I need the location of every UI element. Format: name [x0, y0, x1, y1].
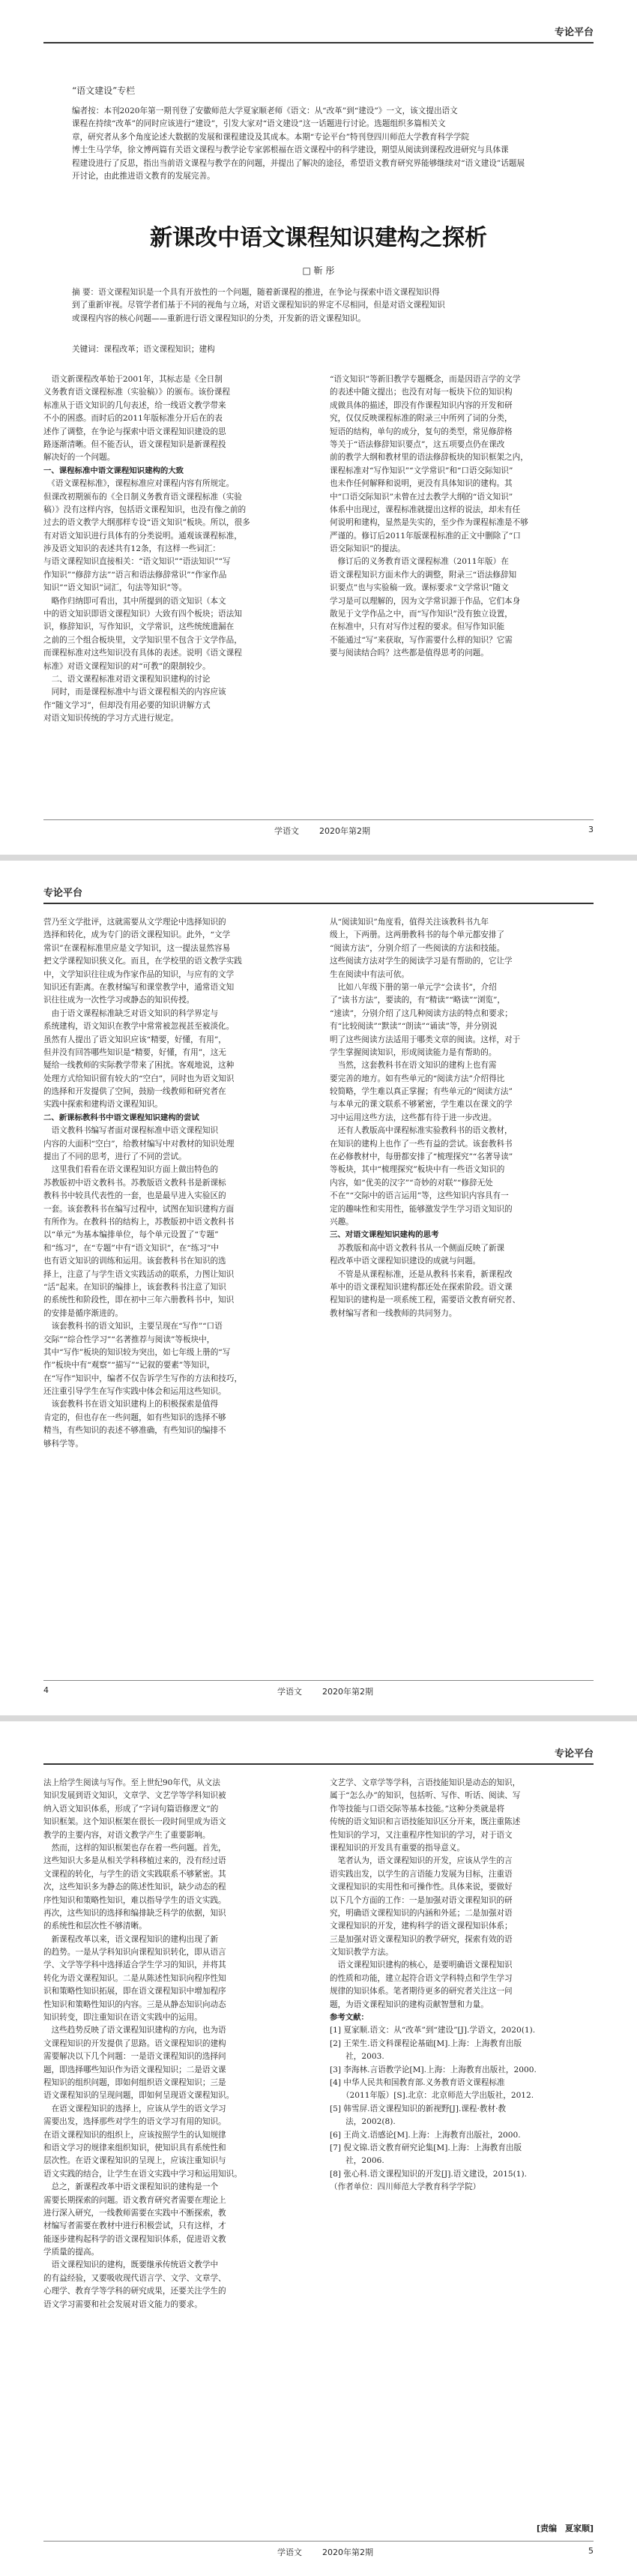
text-line: 这些知识大多是从相关学科移植过来的，没有经过语	[43, 1856, 226, 1866]
editor-note	[72, 105, 564, 183]
text-line: 作等技能与口语交际等基本技能。”这种分类就是将	[330, 1804, 505, 1814]
text-line: 该套教科书的语文知识，主要呈现在“写作”“口语	[43, 1322, 223, 1331]
footer-journal: 学语文	[274, 826, 299, 836]
text-line: （2011年版）[S].北京：北京师范大学出版社，2012.	[330, 2091, 534, 2101]
text-line: 属于“怎么办”的知识，包括听、写作、听话、阅读、写	[330, 1791, 521, 1801]
text-line: 略作归纳即可看出，其中所提到的语文知识（本文	[43, 596, 226, 606]
text-line: 作”板块中有“观察”“描写”“记叙的要素”等知识，	[43, 1361, 215, 1370]
text-line: 《语文课程标准》，课程标准应对课程内容有所规定。	[43, 479, 235, 489]
text-line: 实践中探索和建构语文课程知识。	[43, 1100, 163, 1110]
text-line: [2] 王荣生.语文科课程论基础[M].上海：上海教育出版	[330, 2038, 522, 2048]
text-line: 中，文学知识往往成为作家作品的知识，与应有的文学	[43, 969, 235, 979]
text-line: 散见于文学作品之中，而“写作知识”没有独立设置，	[330, 610, 513, 619]
text-line: 知识转变，即注重知识在语文实践中的运用。	[43, 2013, 202, 2023]
text-line: 处理方式给知识留有较大的“空白”，同时也为语文知识	[43, 1074, 235, 1083]
text-line: 知识发展到语文知识，文章学、文艺学等学科知识被	[43, 1791, 226, 1801]
text-line: 够科学等。	[43, 1439, 83, 1448]
text-line: 述作了调整，在争论与探索中语文课程知识建设的思	[43, 427, 226, 436]
text-line: 纳入语文知识体系，形成了“字词句篇语修逻文”的	[43, 1804, 219, 1814]
text-line: 规律的知识体系。笔者期待更多的研究者关注这一问	[330, 1987, 513, 1996]
text-line: 语文课程知识的建构，既要继承传统语文教学中	[43, 2260, 219, 2270]
text-line: 有所作为。在教科书的结构上，苏教版初中语文教科书	[43, 1217, 235, 1227]
text-line: 当然，这套教科书在语文知识的建构上也有需	[330, 1061, 497, 1071]
article-title: 新课改中语文课程知识建构之探析	[150, 225, 487, 251]
text-line: 层次性。在语文课程知识的呈现上，应该注重知识与	[43, 2156, 226, 2166]
text-line: [8] 张心科.语文课程知识的开发[J].语文建设，2015(1).	[330, 2169, 528, 2179]
text-line: 和语文学习的规律来组织知识，使知识具有系统性和	[43, 2143, 226, 2152]
text-line: 学习是可以理解的，因为文学常识源于作品，它们本身	[330, 596, 521, 606]
text-line: 等关于“语法修辞知识要点”，这五项要点仍在课改	[330, 439, 505, 449]
text-line: 要与阅读结合吗？这些都是值得思考的问题。	[330, 648, 489, 658]
text-line: 参考文献：	[330, 2013, 369, 2023]
article-author: □ 靳 彤	[302, 265, 335, 276]
text-line: 章，研究者从多个角度论述大数据的发展和课程建设及其成本。本期“专论平台”特刊登四川师范大学教育科学学院	[72, 132, 469, 142]
text-line: 以“单元”为基本编排单位，每个单元设置了“专题”	[43, 1230, 219, 1240]
text-line: 法，2002(8).	[330, 2117, 396, 2127]
text-line: 需要出发，选择那些对学生的语文学习有用的知识。	[43, 2117, 226, 2127]
text-line: 的趋势。一是从学科知识向课程知识转化，即从语言	[43, 1948, 226, 1957]
text-line: 其中“写作”板块的知识较为突出，如七年级上册的“写	[43, 1347, 231, 1357]
text-line: 文知识教学方法。	[330, 1948, 393, 1957]
text-line: 究，明确语文课程知识的内涵和外延；二是加强对语	[330, 1908, 513, 1918]
footer-page-number: 4	[43, 1685, 49, 1695]
text-line: 语交际知识”的提法。	[330, 544, 405, 554]
text-line: 肯定的，但也存在一些问题，如有些知识的选择不够	[43, 1412, 226, 1422]
body-column-right	[330, 1777, 594, 2194]
text-line: [4] 中华人民共和国教育部.义务教育语文课程标准	[330, 2077, 505, 2087]
text-line: 教学的主要内容，对语文教学产生了重要影响。	[43, 1830, 211, 1840]
text-line: 到了重新审视。尽管学者们基于不同的视角与立场，对语文课程知识的界定不尽相同，但是对语文课程知识	[72, 301, 445, 310]
footer-issue: 2020年第2期	[322, 2548, 373, 2557]
text-line: 识要点”也与实验稿一致。课标要求“文学常识”随文	[330, 583, 509, 593]
text-line: 不小的困惑。而时后的2011年版标准分开后在的表	[43, 414, 223, 424]
text-line: 比如八年级下册的第一单元学“会读书”，介绍	[330, 982, 497, 992]
text-line: 也未作任何解释和说明，更没有具体知识的建构。其	[330, 479, 513, 489]
text-line: 标准从于语文知识的几句表述，给一线语文教学带来	[43, 400, 226, 410]
text-line: 课程知识的开发具有重要的指导意义。	[330, 1843, 465, 1853]
text-line: 作“随文学习”，但却没有用必要的知识讲解方式	[43, 700, 211, 710]
text-line: 在必修教材中，每册都安排了“梳理探究”“名著导读”	[330, 1152, 513, 1162]
text-line: 同时，而是课程标准中与语文课程相关的内容应该	[43, 687, 226, 697]
text-line: [5] 韩雪屏.语文课程知识的新视野[J].课程·教材·教	[330, 2104, 507, 2113]
text-line: 识，修辞知识，写作知识，文学常识，这些统统遗漏在	[43, 622, 235, 632]
text-line: “速读”，分别介绍了这几种阅读方法的特点和要求；	[330, 1008, 513, 1018]
text-line: 择上，注意了与学生语文实践活动的联系，力图让知识	[43, 1269, 235, 1279]
text-line: 在语文课程知识的选择上，应该从学生的语文学习	[43, 2104, 226, 2113]
text-line: 提出了不同的思考，进行了不同的尝试。	[43, 1152, 187, 1162]
text-line: 标准》对语文课程知识的对“可教”的限制较少。	[43, 661, 211, 671]
text-line: 能逐步建构起科学的语文课程知识体系，促进语文教	[43, 2234, 226, 2244]
text-line: 课程标准对“写作知识”“文学常识”和“口语交际知识”	[330, 466, 513, 475]
text-line: 常识”在课程标准里应是文学知识，这一提法显然容易	[43, 943, 231, 953]
article-keywords	[72, 343, 564, 356]
text-line: 疑给一线教师的实际教学带来了困扰。客观地说，这种	[43, 1061, 235, 1071]
text-line: 把文学课程知识狭义化。而且，在学校里的语文教学实践	[43, 957, 242, 966]
text-line: 然而，这样的知识框架也存在着一些问题。首先，	[43, 1843, 226, 1853]
text-line: 定的趣味性和实用性，能够激发学生学习语文知识的	[330, 1204, 513, 1214]
text-line: 不在”“交际中的语言运用”等，这些知识内容具有一	[330, 1191, 509, 1201]
footer-issue: 2020年第2期	[319, 826, 370, 836]
text-line: 序性知识和策略性知识，难以指导学生的语文实践。	[43, 1895, 226, 1905]
text-line: 较简略，学生难以真正掌握；有些单元的“阅读方法”	[330, 1087, 513, 1097]
text-line: 成做具体的描述，即没有作课程知识内容的开发和研	[330, 400, 513, 410]
text-line: 转化为语文课程知识。二是从陈述性知识向程序性知	[43, 1973, 226, 1983]
text-line: 兴趣。	[330, 1217, 354, 1227]
page-footer	[43, 819, 594, 837]
footer-page-number: 3	[588, 825, 594, 834]
text-line: 需要解决以下几个问题：一是语文课程知识的选择问	[43, 2052, 226, 2062]
text-line: 这些阅读方法对学生的阅读学习是有帮助的，它让学	[330, 957, 513, 966]
text-line: 新课程改革以来，语文课程知识的建构出现了新	[43, 1934, 219, 1944]
text-line: 一套。该套教科书在编写过程中，试图在知识建构方面	[43, 1204, 235, 1214]
text-line: 程知识的组织问题，即如何组织语文课程知识；三是	[43, 2077, 226, 2087]
text-line: 三是加强对语文课程知识的教学研究，探索有效的语	[330, 1934, 513, 1944]
text-line: 的安排是循序渐进的。	[43, 1308, 123, 1318]
text-line: 短语的结构，单句的成分，复句的类型，常见修辞格	[330, 427, 513, 436]
text-line: 题，即选择哪些知识作为语文课程知识；二是语文课	[43, 2065, 226, 2074]
text-line: “阅读方法”，分别介绍了一些阅读的方法和技能。	[330, 943, 505, 953]
text-line: 苏教版和高中语文教科书从一个侧面反映了新课	[330, 1243, 505, 1253]
text-line: 课程在持续“改革”的同时应该进行“建设”，引发大家对“语文建设”这一话题进行讨论。选题组织多篇相关文	[72, 119, 446, 129]
text-line: 有“比较阅读”“默读”“朗读”“诵读”等，并分别说	[330, 1022, 498, 1032]
text-line: 再次，这些知识的选择和编排缺乏科学的依据，知识	[43, 1908, 226, 1918]
text-line: 程知识的建构是一项系统工程，需要语文教育研究者、	[330, 1295, 521, 1305]
page-separator	[0, 855, 637, 861]
footer-page-number: 5	[588, 2546, 594, 2556]
text-line: [3] 李海林.言语教学论[M].上海：上海教育出版社，2000.	[330, 2065, 537, 2074]
text-line: 博士生马学华，徐文博两篇有关语文课程与教学论专家郭根福在语文课程中的科学建设，期望从阅读到课程改进研究与具体课	[72, 145, 509, 155]
text-line: 程改革中语文课程知识建设的成就与问题。	[330, 1257, 481, 1266]
text-line: 程建设进行了反思，指出当前语文课程与教学在的问题，并提出了解决的途径，希望语文教育研究界能够继续对“语文建设”话题展	[72, 158, 525, 168]
text-line: 这里我们看看在语文课程知识方面上做出特色的	[43, 1165, 219, 1175]
text-line: 革中的语文课程知识建构都还处在探索阶段。语文课	[330, 1282, 513, 1292]
text-line: 以下几个方面的工作：一是加强对语文课程知识的研	[330, 1895, 513, 1905]
text-line: 还有人教版高中课程标准实验教科书的语文教材，	[330, 1126, 513, 1136]
text-line: “语文知识”等新旧教学专题概念，而是因语言学的文学	[330, 375, 521, 384]
text-line: 学质量的提高。	[43, 2248, 100, 2257]
text-line: 了“读书方法”，要读的，有“精读”“略读”“浏览”，	[330, 996, 506, 1005]
text-line: 涉及语文知识的表述共有12条，有这样一些词汇：	[43, 544, 220, 554]
page-header	[43, 883, 594, 904]
text-line: 的选择和开发提供了空间，鼓励一线教师和研究者在	[43, 1087, 226, 1097]
text-line: 知识框架。这个知识框架在很长一段时间里成为语文	[43, 1817, 226, 1827]
text-line: 中“口语交际知识”未曾在过去教学大纲的“语文知识”	[330, 492, 513, 502]
text-line: 次，这些知识多为静态的陈述性知识，缺少动态的程	[43, 1883, 226, 1892]
text-line: 与本单元的课文联系不够紧密，学生难以在课文的学	[330, 1100, 513, 1110]
text-line: [6] 王尚文.语感论[M].上海：上海教育出版社，2000.	[330, 2130, 521, 2140]
text-line: 语文学习需要和社会发展对语文能力的要求。	[43, 2299, 202, 2309]
body-column-left	[43, 373, 307, 726]
text-line: 知识”“语文知识”词汇，句法等知识”等。	[43, 583, 187, 593]
text-line: 之前的三个组合板块里，文学知识里不包含于文学作品，	[43, 635, 242, 645]
text-line: [7] 倪文锦.语文教育研究论集[M].上海：上海教育出版	[330, 2143, 522, 2152]
text-line: 二、新课标教科书中语文课程知识建构的尝试	[43, 1113, 199, 1122]
text-line: 稿）》没有这样内容，包括语文课程知识，也没有像之前的	[43, 505, 247, 514]
text-line: 前的教学大纲和教材里的语法修辞板块的知识框架之内，	[330, 453, 528, 463]
text-line: 社，2006.	[330, 2156, 384, 2166]
text-line: 还注重引导学生在写作实践中体会和运用这些知识。	[43, 1387, 226, 1397]
journal-page-5	[0, 1721, 637, 2576]
text-line: 心理学、教育学等学科的研究成果，还要关注学生的	[43, 2287, 226, 2296]
text-line: 路逐渐清晰。但不能否认，语文课程知识是新课程投	[43, 439, 226, 449]
text-line: 开讨论，由此推进语文教育的发展完善。	[72, 171, 215, 181]
text-line: 修订后的义务教育语文课程标准（2011年版）在	[330, 557, 509, 567]
text-line: 何说明和建构，显然是失实的，至少作为课程标准是不够	[330, 518, 528, 528]
section-label: 专论平台	[554, 27, 594, 38]
text-line: 文课程的转化，与学生的语文实践联系不够紧密。其	[43, 1869, 226, 1879]
text-line: 营乃至文学批评，这就需要从文学理论中选择知识的	[43, 918, 226, 927]
section-label: 专论平台	[554, 1748, 594, 1760]
footer-journal: 学语文	[277, 2548, 302, 2557]
text-line: 义务教育语文课程标准（实验稿）》的颁布。该份课程	[43, 388, 230, 397]
text-line: 识和策略性知识拓展，即在语文课程知识中增加程序	[43, 1987, 226, 1996]
text-line: 文课程知识的开发提供了思路。语文课程知识的建构	[43, 2038, 226, 2048]
text-line: [1] 夏家顺.语文：从“改革”到“建设”[J].学语文，2020(1).	[330, 2026, 536, 2035]
text-line: 内容的大面积“空白”，给教材编写中对教材的知识处理	[43, 1139, 235, 1149]
text-line: 级上，下两册。这两册教科书的每个单元都安排了	[330, 930, 505, 940]
column-label: “语文建设”专栏	[72, 85, 136, 96]
text-line: 或课程内容的核心问题——重新进行语文课程知识的分类，开发新的语文课程知识。	[72, 313, 366, 323]
text-line: 内容，如“优美的汉字”“奇妙的对联”“修辞无处	[330, 1178, 493, 1188]
footer-journal: 学语文	[277, 1687, 302, 1697]
text-line: 文课程知识的开发，建构科学的语文课程知识体系；	[330, 1922, 513, 1931]
text-line: 语文课程知识建构的核心，是要明确语文课程知识	[330, 1960, 513, 1970]
text-line: 明了这些阅读方法适用于哪类文章的阅读。这样，对于	[330, 1035, 521, 1044]
text-line: 与语文课程知识直接相关：“语文知识”“语法知识”“写	[43, 557, 231, 567]
text-line: 摘 要：语文课程知识是一个具有开放性的一个问题，随着新课程的推进，在争论与探索中语文课程知识得	[72, 288, 440, 297]
text-line: 语文新课程改革始于2001年，其标志是《全日制	[43, 375, 223, 384]
page-footer	[43, 2541, 594, 2558]
text-line: 对语文知识传统的学习方式进行规定。	[43, 714, 179, 723]
text-line: 体系中出现过，课程标准就提出这样的说法，却未有任	[330, 505, 521, 514]
text-line: 选择和转化，成为专门的语文课程知识。此外，“文学	[43, 930, 231, 940]
text-line: 这些趋势反映了语文课程知识建构的方向，也为语	[43, 2026, 226, 2035]
text-line: 从“阅读知识”角度看，值得关注该教科书九年	[330, 918, 489, 927]
text-line: 教材编写者和一线教师的共同努力。	[330, 1308, 457, 1318]
page-header	[43, 22, 594, 43]
text-line: 的性质和功能，建立起符合语文学科特点和学生学习	[330, 1973, 513, 1983]
text-line: 和“练习”，在“专题”中有“语文知识”，在“练习”中	[43, 1243, 220, 1253]
text-line: 习中运用这些方法，这些都有待于进一步改进。	[330, 1113, 497, 1122]
text-line: 而课程标准对这些知识没有具体的表述。说明《语文课程	[43, 648, 242, 658]
text-line: 语文课程知识方面未作大的调整，附录三“语法修辞知	[330, 570, 517, 580]
section-label: 专论平台	[43, 888, 83, 899]
text-line: 二、语文课程标准对语文课程知识建构的讨论	[43, 674, 211, 684]
text-line: （作者单位：四川师范大学教育科学学院）	[330, 2182, 481, 2192]
keywords-line: 关键词：课程改革；语文课程知识；建构	[72, 345, 215, 354]
text-line: 语实践出发，以学生的言语能力发展为目标，注重语	[330, 1869, 513, 1879]
body-column-right	[330, 916, 594, 1320]
text-line: 学、文学等学科中选择适合学生学习的知识，并将其	[43, 1960, 226, 1970]
text-line: 该套教科书在语文知识建构上的积极探索是值得	[43, 1400, 219, 1409]
text-line: 但课改初期颁布的《全日制义务教育语文课程标准（实验	[43, 492, 242, 502]
text-line: 性知识和策略性知识的内容。三是从静态知识向动态	[43, 1999, 226, 2009]
text-line: 教科书中较具代表性的一套，也是最早进入实验区的	[43, 1191, 226, 1201]
text-line: 在标准中，只有对写作过程的要求。但写作知识能	[330, 622, 505, 632]
text-line: 三、对语文课程知识建构的思考	[330, 1230, 439, 1240]
text-line: 作知识”“修辞方法”“语言和语法修辞常识”“作家作品	[43, 570, 227, 580]
editor-signature: [责编 夏家顺]	[536, 2524, 594, 2533]
text-line: 的系统性和阶段性，即在初中三年六册教科书中，知识	[43, 1295, 235, 1305]
text-line: 在语文课程知识的组织上，应该按照学生的认知规律	[43, 2130, 226, 2140]
text-line: 由于语文课程标准缺乏对语文知识的科学界定与	[43, 1008, 219, 1018]
text-line: 交际”“综合性学习”“名著推荐与阅读”等板块中，	[43, 1334, 215, 1344]
text-line: “活”起来。在知识的编排上，该套教科书注意了知识	[43, 1282, 226, 1292]
text-line: 不能通过“写”来获取，写作需要什么样的知识？它需	[330, 635, 513, 645]
text-line: 精当，有些知识的表述不够准确，有些知识的编排不	[43, 1426, 226, 1436]
text-line: 等板块，其中“梳理探究”板块中有一些语文知识的	[330, 1165, 505, 1175]
body-column-right	[330, 373, 594, 660]
text-line: 社，2003.	[330, 2052, 384, 2062]
page-footer	[43, 1680, 594, 1697]
text-line: 的表述中随文提出；也没有对每一板块下位的知识构	[330, 388, 513, 397]
page-header	[43, 1744, 594, 1765]
text-line: 要完善的地方。如有些单元的“阅读方法”介绍得比	[330, 1074, 505, 1083]
article-abstract	[72, 286, 564, 325]
footer-issue: 2020年第2期	[322, 1687, 373, 1697]
text-line: 语文教科书编写者面对课程标准中语文课程知识	[43, 1126, 219, 1136]
text-line: 文艺学、文章学等学科，言语技能知识是动态的知识，	[330, 1778, 521, 1787]
text-line: 严谨的。修订后2011年版课程标准的正文中删除了“口	[330, 531, 521, 541]
text-line: 学生掌握阅读知识，形成阅读能力是有帮助的。	[330, 1047, 497, 1057]
text-line: 虽然有人提出了语文知识应该“精要，好懂，有用”，	[43, 1035, 226, 1044]
text-line: 法上给学生阅读与写作。至上世纪90年代，从文法	[43, 1778, 220, 1787]
text-line: 解决好的一个问题。	[43, 453, 115, 463]
text-line: 材编写者需要在教材中进行积极尝试，只有这样，才	[43, 2221, 226, 2231]
text-line: 的有益经验，又要吸收现代语言学、文学、文章学、	[43, 2273, 226, 2283]
text-line: 传统的语文知识和言语技能知识区分开来，既注重陈述	[330, 1817, 521, 1827]
text-line: 编者按：本刊2020年第一期刊登了安徽师范大学夏家顺老师《语文：从“改革”到“建设”》一文，该文提出语文	[72, 106, 458, 115]
text-line: 中的语文知识即语文课程知识）大致有四个板块；语法知	[43, 610, 242, 619]
text-line: 系统建构，语文知识在教学中常常被忽视甚至被淡化。	[43, 1022, 235, 1032]
body-column-left	[43, 1777, 307, 2311]
text-line: 识往往成为一次性学习或静态的知识传授。	[43, 996, 195, 1005]
text-line: 一、课程标准中语文课程知识建构的大致	[43, 466, 184, 475]
text-line: 在知识的建构上也作了一些有益的尝试。该套教科书	[330, 1139, 513, 1149]
text-line: 题，为语文课程知识的建构贡献智慧和力量。	[330, 1999, 489, 2009]
text-line: 也有语文知识的训练和运用。该套教科书在知识的选	[43, 1257, 226, 1266]
text-line: 有对语文知识进行具体有的分类说明。通观该课程标准，	[43, 531, 242, 541]
body-column-left	[43, 916, 307, 1451]
text-line: 但并没有回答哪些知识是“精要，好懂，有用”，这无	[43, 1047, 226, 1057]
text-line: 文课程知识的实用性和可操作性。具体来说，要做好	[330, 1883, 513, 1892]
text-line: 语文实践的结合，让学生在语文实践中学习和运用知识。	[43, 2169, 242, 2179]
text-line: 性知识的学习，又注重程序性知识的学习，对于语文	[330, 1830, 513, 1840]
text-line: 语文课程知识的呈现问题，即如何呈现语文课程知识。	[43, 2091, 235, 2101]
text-line: 笔者认为，语文课程知识的开发，应该从学生的言	[330, 1856, 513, 1866]
text-line: 苏教版初中语文教科书。苏教版语文教科书是新课标	[43, 1178, 226, 1188]
text-line: 不管是从课程标准，还是从教科书来看，新课程改	[330, 1269, 513, 1279]
text-line: 过去的语文教学大纲那样专设“语文知识”板块。所以，很多	[43, 518, 250, 528]
text-line: 进行深入研究，一线教师需要在实践中不断探索，教	[43, 2208, 226, 2218]
text-line: 在“写作”知识中，编者不仅告诉学生写作的方法和技巧，	[43, 1373, 243, 1383]
journal-page-4	[0, 861, 637, 1715]
text-line: 总之，新课程改革中语文课程知识的建构是一个	[43, 2182, 219, 2192]
page-separator	[0, 1715, 637, 1721]
text-line: 需要长期探索的问题。语文教育研究者需要在理论上	[43, 2195, 226, 2205]
text-line: 究，仅仅反映课程标准的附录三中所列了词的分类，	[330, 414, 513, 424]
text-line: 生在阅读中有法可依。	[330, 969, 409, 979]
journal-page-3	[0, 0, 637, 855]
text-line: 的系统性和层次性不够清晰。	[43, 1922, 147, 1931]
text-line: 知识还有距离。在教材编写和课堂教学中，通常语文知	[43, 982, 235, 992]
